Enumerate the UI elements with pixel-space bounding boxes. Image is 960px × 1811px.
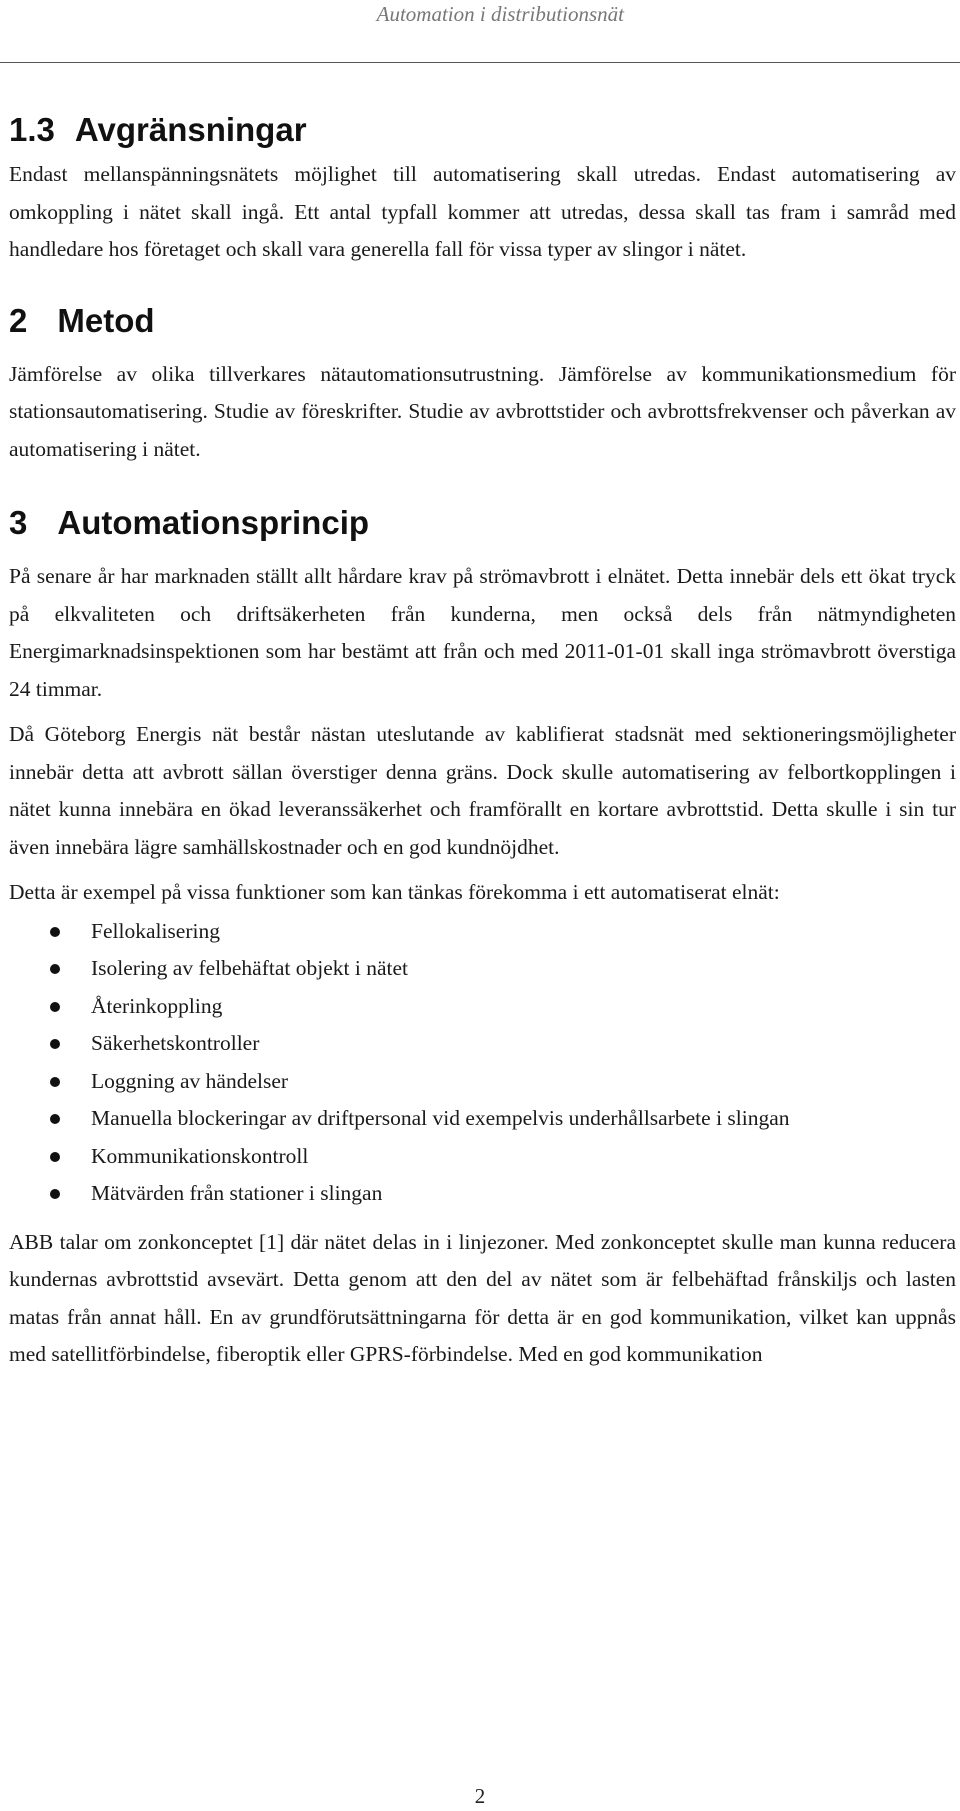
section-heading-avgransningar [9,110,956,150]
section-number: 3 [9,504,28,541]
section-heading-automationsprincip [9,503,956,543]
section-title: Avgränsningar [74,111,307,148]
paragraph-automationsprincip-4: ABB talar om zonkonceptet [1] där nätet delas in i linjezoner. Med zonkonceptet skulle man kunna reducera kundernas avbrottstid avsevärt. Detta genom att den del av nätet som är felbehäftad frånskiljs och lasten matas från annat håll. En av grundförutsättningarna för detta är en god kommunikation, vilket kan uppnås med satellitförbindelse, fiberoptik eller GPRS-förbindelse. Med en god kommunikation [9,1229,956,1366]
list-item: Isolering av felbehäftat objekt i nätet [9,950,956,988]
bullet-icon [50,1077,60,1087]
section-number: 1.3 [9,111,55,148]
bullet-icon [50,1114,60,1124]
paragraph-avgransningar: Endast mellanspänningsnätets möjlighet till automatisering skall utredas. Endast automatisering av omkoppling i nätet skall ingå. Ett antal typfall kommer att utredas, dessa skall tas fram i samråd med handledare hos företaget och skall vara generella fall för vissa typer av slingor i nätet. [9,162,956,261]
document-body [9,100,956,1374]
section-heading-metod [9,301,956,341]
paragraph-automationsprincip-2: Då Göteborg Energis nät består nästan uteslutande av kablifierat stadsnät med sektioneringsmöjligheter innebär detta att avbrott sällan överstiger denna gräns. Dock skulle automatisering av felbortkopplingen i nätet kunna innebära en ökad leveranssäkerhet och framförallt en kortare avbrottstid. Detta skulle i sin tur även innebära lägre samhällskostnader och en god kundnöjdhet. [9,722,956,859]
section-number: 2 [9,301,28,339]
running-title: Automation i distributionsnät [376,2,624,26]
function-list [9,913,956,1213]
bullet-icon [50,964,60,974]
list-item: Säkerhetskontroller [9,1025,956,1063]
list-item: Återinkoppling [9,988,956,1026]
section-title: Metod [57,301,155,339]
paragraph-metod: Jämförelse av olika tillverkares nätautomationsutrustning. Jämförelse av kommunikationsmedium för stationsautomatisering. Studie av föreskrifter. Studie av avbrottstider och avbrottsfrekvenser och påverkan av automatisering i nätet. [9,361,956,461]
list-item: Loggning av händelser [9,1063,956,1101]
page-header [0,0,960,63]
list-item: Fellokalisering [9,913,956,951]
list-item: Manuella blockeringar av driftpersonal vid exempelvis underhållsarbete i slingan [9,1100,956,1138]
list-item: Kommunikationskontroll [9,1138,956,1176]
list-item: Mätvärden från stationer i slingan [9,1175,956,1213]
page-number: 2 [474,1784,486,1808]
paragraph-automationsprincip-3: Detta är exempel på vissa funktioner som kan tänkas förekomma i ett automatiserat elnät: [9,880,780,904]
bullet-icon [50,1002,60,1012]
bullet-icon [50,1039,60,1049]
bullet-icon [50,1189,60,1199]
paragraph-automationsprincip-1: På senare år har marknaden ställt allt hårdare krav på strömavbrott i elnätet. Detta innebär dels ett ökat tryck på elkvaliteten och driftsäkerheten från kunderna, men också dels från nätmyndigheten Energimarknadsinspektionen som har bestämt att från och med 2011-01-01 skall inga strömavbrott överstiga 24 timmar. [9,564,956,701]
bullet-icon [50,927,60,937]
section-title: Automationsprincip [57,504,370,541]
bullet-icon [50,1152,60,1162]
